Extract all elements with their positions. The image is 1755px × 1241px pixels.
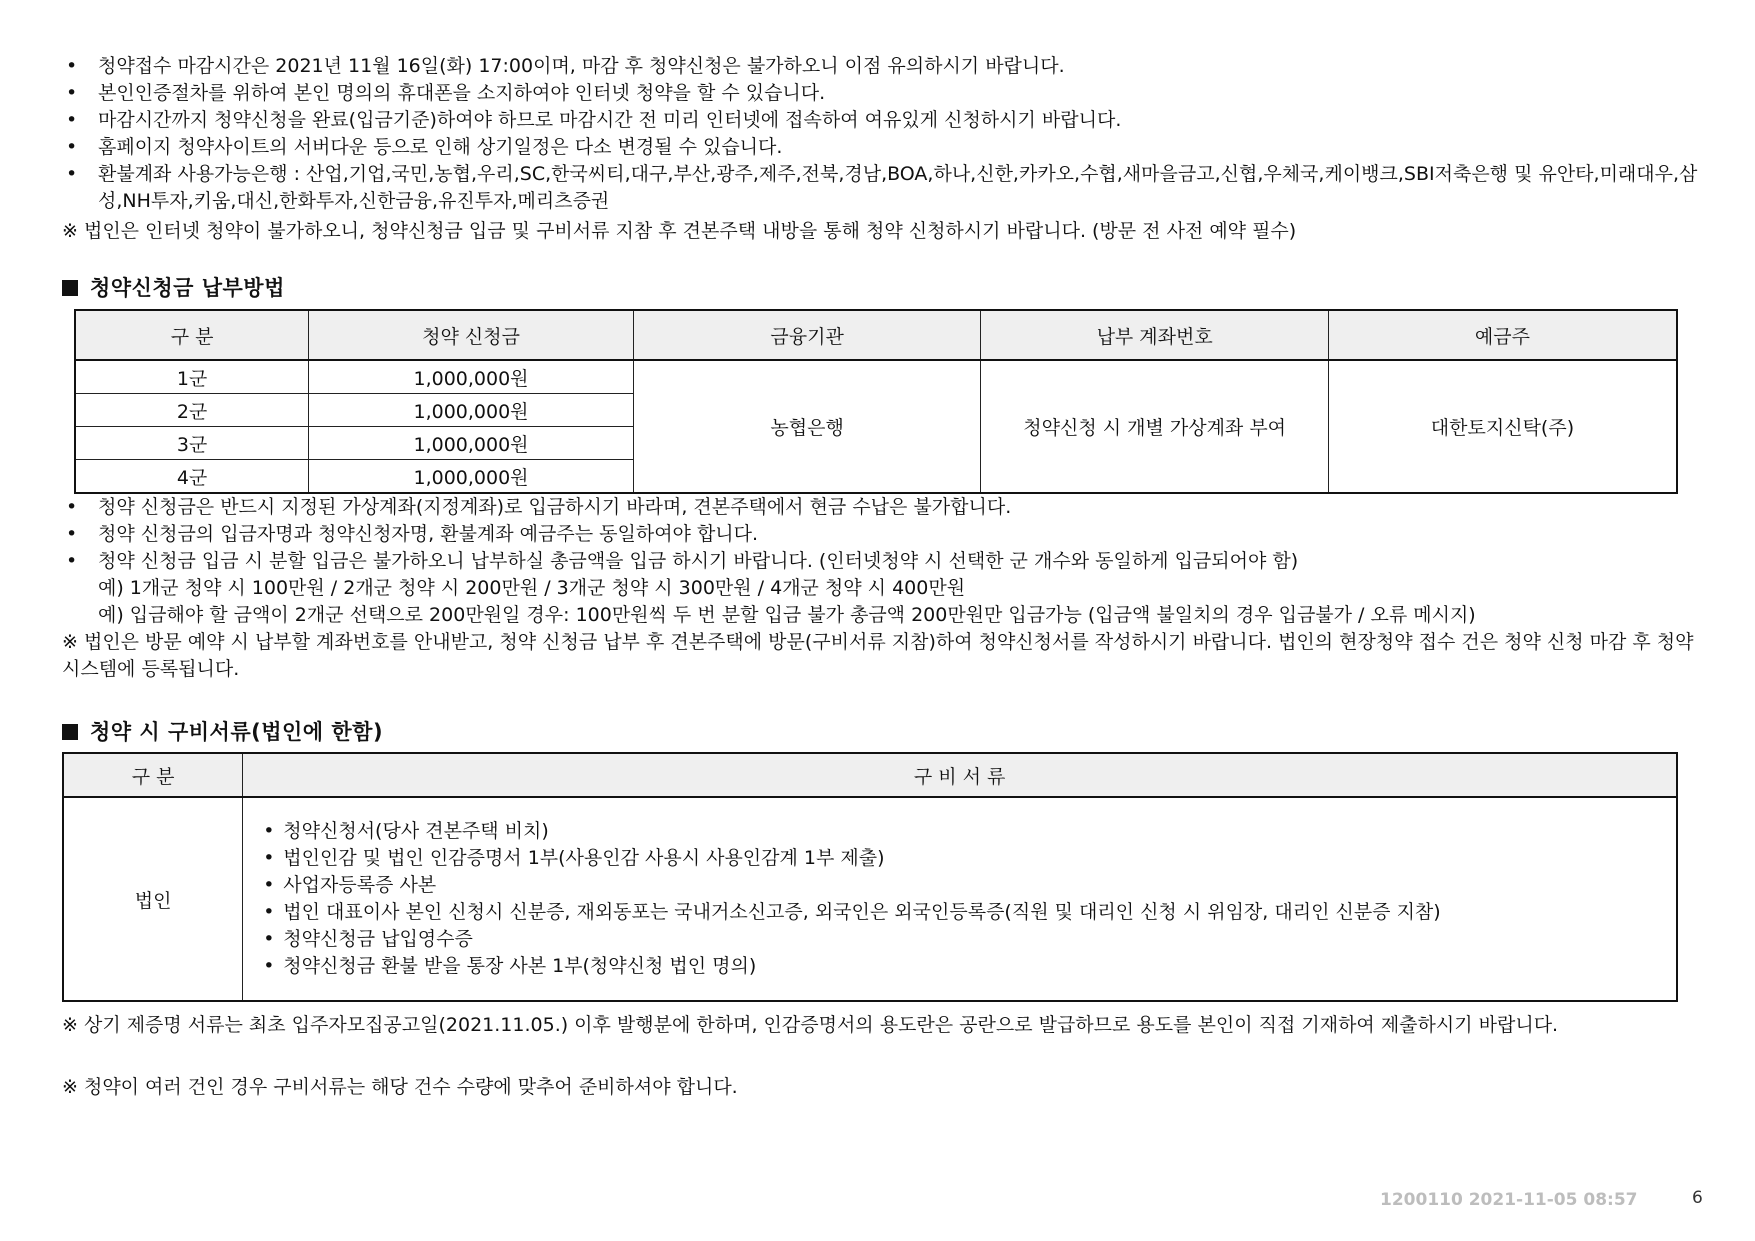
group-cell: 3군 [75,427,309,460]
amount-cell: 1,000,000원 [309,460,634,494]
page-number: 6 [1692,1188,1703,1208]
payment-example-1: 예) 1개군 청약 시 100만원 / 2개군 청약 시 200만원 / 3개군 청약 시 300만원 / 4개군 청약 시 400만원 [98,577,966,599]
documents-note-1: ※ 상기 제증명 서류는 최초 입주자모집공고일(2021.11.05.) 이후 발행분에 한하며, 인감증명서의 용도란은 공란으로 발급하므로 용도를 본인이 직접 기재하여 제출하시기 바랍니다. [62,1014,1559,1036]
intro-bullet: • 마감시간까지 청약신청을 완료(입금기준)하여야 하므로 마감시간 전 미리 인터넷에 접속하여 여유있게 신청하시기 바랍니다. [62,107,1702,134]
amount-cell: 1,000,000원 [309,427,634,460]
header-holder: 예금주 [1328,310,1677,360]
documents-section-title: 청약 시 구비서류(법인에 한함) [62,716,383,746]
payment-section-title: 청약신청금 납부방법 [62,272,285,302]
amount-cell: 1,000,000원 [309,360,634,394]
group-cell: 1군 [75,360,309,394]
list-item: • 청약신청금 환불 받을 통장 사본 1부(청약신청 법인 명의) [263,953,1676,980]
list-item: • 법인인감 및 법인 인감증명서 1부(사용인감 사용시 사용인감계 1부 제출) [263,845,1676,872]
documents-table [62,752,1678,1002]
square-bullet-icon [62,280,78,296]
list-item: • 사업자등록증 사본 [263,872,1676,899]
table-header-row [63,753,1677,797]
bank-cell: 농협은행 [633,360,981,493]
square-bullet-icon [62,724,78,740]
group-cell: 2군 [75,394,309,427]
account-cell: 청약신청 시 개별 가상계좌 부여 [981,360,1329,493]
print-timestamp: 1200110 2021-11-05 08:57 [1380,1190,1638,1210]
list-item: • 청약신청금 납입영수증 [263,926,1676,953]
table-header-row [75,310,1677,360]
list-item: • 법인 대표이사 본인 신청시 신분증, 재외동포는 국내거소신고증, 외국인은 외국인등록증(직원 및 대리인 신청 시 위임장, 대리인 신분증 지참) [263,899,1676,926]
documents-note-2: ※ 청약이 여러 건인 경우 구비서류는 해당 건수 수량에 맞추어 준비하셔야 합니다. [62,1076,738,1098]
payment-table [74,309,1678,494]
intro-bullet: • 홈페이지 청약사이트의 서버다운 등으로 인해 상기일정은 다소 변경될 수 있습니다. [62,134,1702,161]
header-documents: 구 비 서 류 [243,753,1677,797]
header-category: 구 분 [75,310,309,360]
category-cell: 법인 [63,797,243,1001]
payment-bullets [62,494,1702,575]
group-cell: 4군 [75,460,309,494]
payment-note: ※ 법인은 방문 예약 시 납부할 계좌번호를 안내받고, 청약 신청금 납부 후 견본주택에 방문(구비서류 지참)하여 청약신청서를 작성하시기 바랍니다. 법인의 현장청약 접수 건은 청약 신청 마감 후 청약시스템에 등록됩니다. [62,631,1694,680]
payment-example-2: 예) 입금해야 할 금액이 2개군 선택으로 200만원일 경우: 100만원씩 두 번 분할 입금 불가 총금액 200만원만 입금가능 (입금액 불일치의 경우 입금불가 / 오류 메시지) [98,604,1476,626]
documents-list [263,818,1676,980]
intro-bullet: • 본인인증절차를 위하여 본인 명의의 휴대폰을 소지하여야 인터넷 청약을 할 수 있습니다. [62,80,1702,107]
header-amount: 청약 신청금 [309,310,634,360]
header-account: 납부 계좌번호 [981,310,1329,360]
payment-bullet: • 청약 신청금 입금 시 분할 입금은 불가하오니 납부하실 총금액을 입금 하시기 바랍니다. (인터넷청약 시 선택한 군 개수와 동일하게 입금되어야 함) [62,548,1702,575]
table-row [75,360,1677,394]
table-row [63,797,1677,1001]
documents-cell [243,797,1677,1001]
holder-cell: 대한토지신탁(주) [1328,360,1677,493]
intro-bullet: • 환불계좌 사용가능은행 : 산업,기업,국민,농협,우리,SC,한국씨티,대구,부산,광주,제주,전북,경남,BOA,하나,신한,카카오,수협,새마을금고,신협,우체국,케이뱅크,SBI저축은행 및 유안타,미래대우,삼성,NH투자,키움,대신,한화투자,신한금융,유진투자,메리츠증권 [62,161,1702,215]
intro-bullet: • 청약접수 마감시간은 2021년 11월 16일(화) 17:00이며, 마감 후 청약신청은 불가하오니 이점 유의하시기 바랍니다. [62,53,1702,80]
header-category: 구 분 [63,753,243,797]
amount-cell: 1,000,000원 [309,394,634,427]
header-bank: 금융기관 [633,310,981,360]
intro-note: ※ 법인은 인터넷 청약이 불가하오니, 청약신청금 입금 및 구비서류 지참 후 견본주택 내방을 통해 청약 신청하시기 바랍니다. (방문 전 사전 예약 필수) [62,220,1297,242]
intro-bullets [62,53,1702,215]
payment-bullet: • 청약 신청금의 입금자명과 청약신청자명, 환불계좌 예금주는 동일하여야 합니다. [62,521,1702,548]
payment-bullet: • 청약 신청금은 반드시 지정된 가상계좌(지정계좌)로 입금하시기 바라며, 견본주택에서 현금 수납은 불가합니다. [62,494,1702,521]
list-item: • 청약신청서(당사 견본주택 비치) [263,818,1676,845]
